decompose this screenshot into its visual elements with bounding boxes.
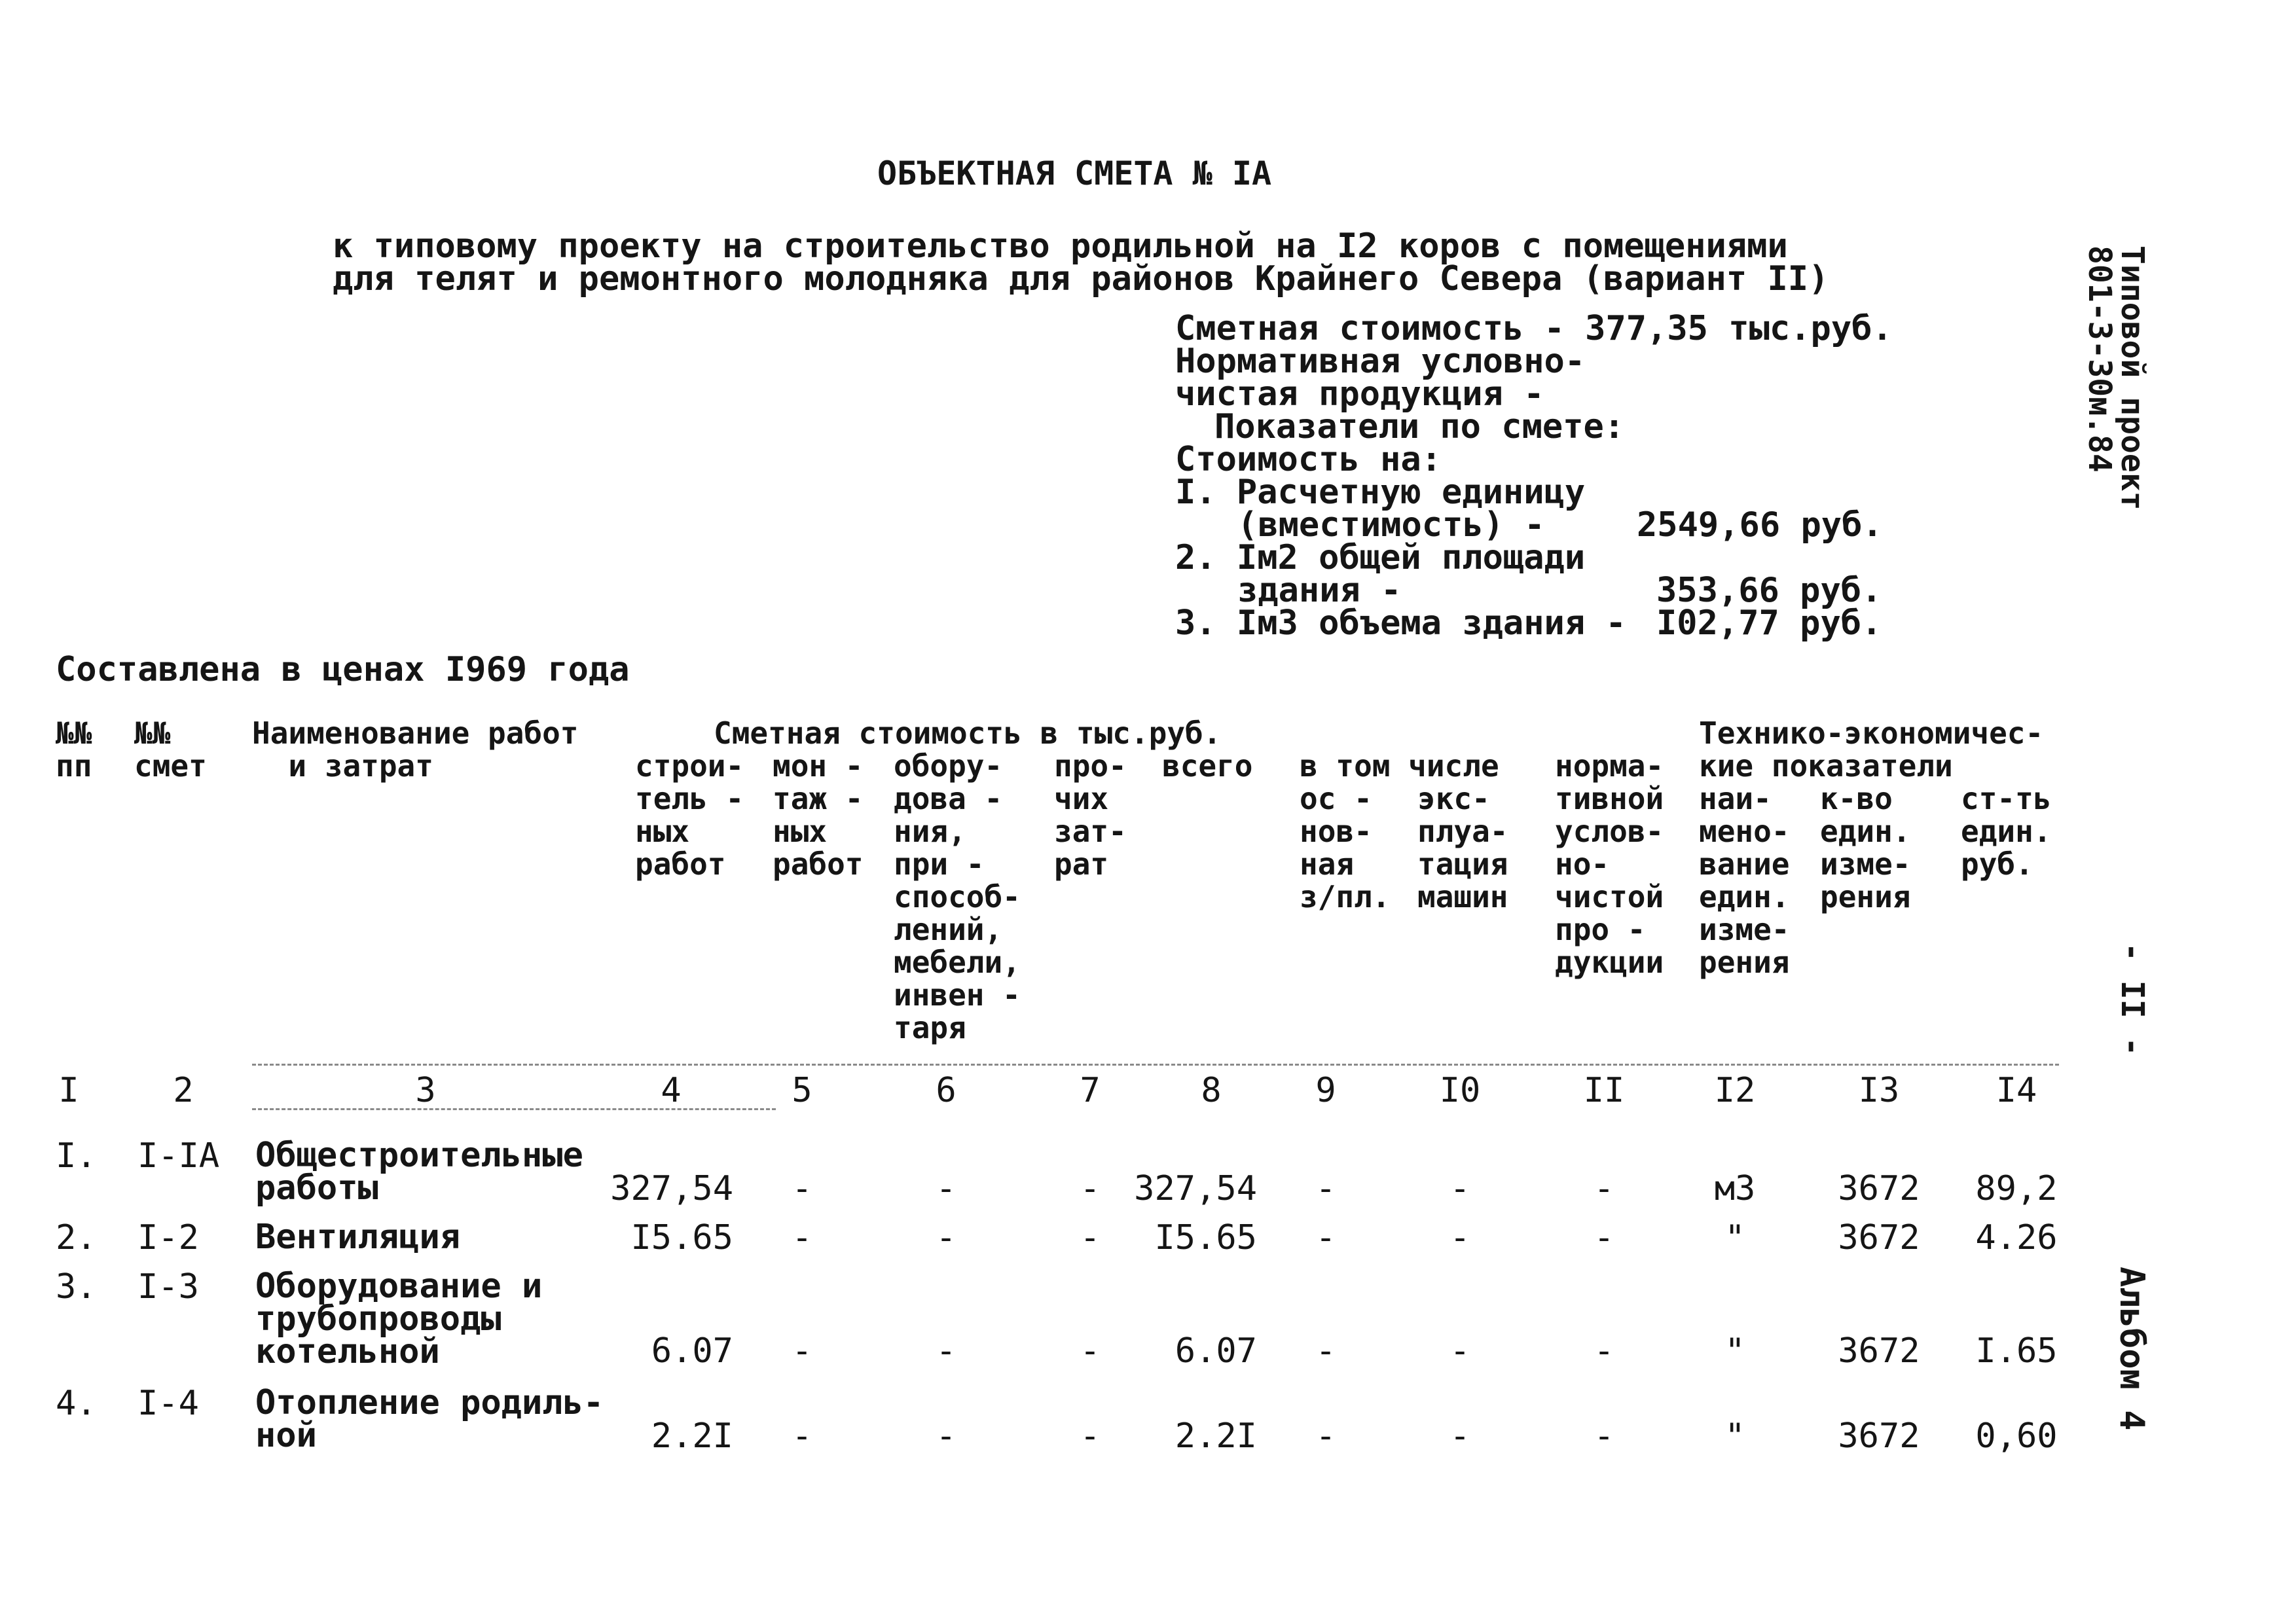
indicator-3-line: 3. Iм3 объема здания - <box>1175 604 1626 643</box>
row-3-number: 3. <box>56 1267 97 1307</box>
row-4-base-salary: - <box>1315 1416 1336 1456</box>
row-4-installation: - <box>792 1416 812 1456</box>
column-number: I4 <box>1995 1071 2037 1110</box>
indicator-1-line-1: I. Расчетную единицу <box>1175 473 1586 512</box>
indicator-2-value: 353,66 руб. <box>1656 571 1882 610</box>
subtitle-line-1: к типовому проекту на строительство родильной на I2 коров с помещениями <box>333 226 1788 266</box>
row-1-installation: - <box>792 1169 812 1208</box>
page-number-mark: - II - <box>2114 943 2151 1056</box>
row-3-unit-cost: I.65 <box>1975 1331 2058 1371</box>
row-1-unit-name: м3 <box>1714 1169 1756 1208</box>
indicators-heading: Показатели по смете: <box>1214 407 1625 446</box>
column-number: 9 <box>1315 1071 1336 1110</box>
column-number: 8 <box>1201 1071 1222 1110</box>
row-2-unit-cost: 4.26 <box>1975 1218 2058 1257</box>
row-1-number: I. <box>56 1136 97 1176</box>
row-3-equipment: - <box>936 1331 957 1371</box>
header-col-row-number: №№ пп <box>56 715 92 784</box>
header-col-normative-production: норма- тивной услов- но- чистой про - дукции <box>1555 748 1664 980</box>
row-2-base-salary: - <box>1315 1218 1336 1257</box>
row-3-installation: - <box>792 1331 812 1371</box>
row-1-unit-cost: 89,2 <box>1975 1169 2058 1208</box>
header-group-technical-indicators-2: кие показатели <box>1699 748 1953 784</box>
column-number: I3 <box>1858 1071 1900 1110</box>
row-1-estimate: I-IА <box>137 1136 220 1176</box>
column-number: I <box>58 1071 79 1110</box>
prices-note: Составлена в ценах I969 года <box>56 650 630 689</box>
header-group-including: в том числе <box>1300 748 1499 784</box>
row-1-base-salary: - <box>1315 1169 1336 1208</box>
header-col-unit-name: наи- мено- вание един. изме- рения <box>1699 781 1790 980</box>
row-2-installation: - <box>792 1218 812 1257</box>
column-numbers-top-rule <box>252 1064 2059 1066</box>
column-number: I2 <box>1714 1071 1756 1110</box>
row-1-other: - <box>1080 1169 1101 1208</box>
cost-for-label: Стоимость на: <box>1175 440 1442 479</box>
row-3-name: Оборудование и трубопроводы котельной <box>255 1267 543 1371</box>
row-4-name: Отопление родиль- ной <box>255 1383 604 1455</box>
indicator-2-line-2: здания - <box>1237 571 1402 610</box>
indicator-1-value: 2549,66 руб. <box>1637 505 1883 545</box>
row-2-total: I5.65 <box>1154 1218 1257 1257</box>
document-title: ОБЪЕКТНАЯ СМЕТА № IА <box>877 154 1272 192</box>
indicator-1-line-2: (вместимость) - <box>1237 505 1545 545</box>
column-numbers-bottom-rule <box>252 1108 776 1110</box>
header-col-construction: строи- тель - ных работ <box>635 748 744 882</box>
row-2-normative-production: - <box>1594 1218 1614 1257</box>
row-3-other: - <box>1080 1331 1101 1371</box>
estimated-cost-line: Сметная стоимость - 377,35 тыс.руб. <box>1175 309 1893 348</box>
row-2-construction: I5.65 <box>630 1218 733 1257</box>
row-2-estimate: I-2 <box>137 1218 199 1257</box>
column-number: 7 <box>1080 1071 1101 1110</box>
row-4-total: 2.2I <box>1175 1416 1257 1456</box>
row-1-normative-production: - <box>1594 1169 1614 1208</box>
row-2-number: 2. <box>56 1218 97 1257</box>
row-3-estimate: I-3 <box>137 1267 199 1307</box>
header-col-total: всего <box>1162 748 1253 784</box>
header-col-base-salary: ос - нов- ная з/пл. <box>1300 781 1391 914</box>
row-4-number: 4. <box>56 1384 97 1423</box>
row-2-name: Вентиляция <box>255 1218 461 1257</box>
row-3-machine-operation: - <box>1449 1331 1470 1371</box>
row-4-unit-cost: 0,60 <box>1975 1416 2058 1456</box>
header-col-installation: мон - таж - ных работ <box>773 748 864 882</box>
row-3-construction: 6.07 <box>651 1331 733 1371</box>
row-1-name: Общестроительные работы <box>255 1136 583 1208</box>
normative-line-1: Нормативная условно- <box>1175 342 1586 381</box>
column-number: I0 <box>1439 1071 1481 1110</box>
row-3-unit-quantity: 3672 <box>1838 1331 1920 1371</box>
header-col-unit-quantity: к-во един. изме- рения <box>1820 781 1911 914</box>
column-number: 3 <box>415 1071 436 1110</box>
row-4-unit-quantity: 3672 <box>1838 1416 1920 1456</box>
subtitle-line-2: для телят и ремонтного молодняка для районов Крайнего Севера (вариант II) <box>333 259 1829 298</box>
column-number: 2 <box>173 1071 194 1110</box>
row-4-other: - <box>1080 1416 1101 1456</box>
row-2-unit-quantity: 3672 <box>1838 1218 1920 1257</box>
row-1-machine-operation: - <box>1449 1169 1470 1208</box>
indicator-3-value: I02,77 руб. <box>1656 604 1882 643</box>
row-3-base-salary: - <box>1315 1331 1336 1371</box>
row-2-machine-operation: - <box>1449 1218 1470 1257</box>
row-2-other: - <box>1080 1218 1101 1257</box>
header-col-estimate-number: №№ смет <box>134 715 207 784</box>
header-group-technical-indicators-1: Технико-экономичес- <box>1699 715 2044 751</box>
row-1-equipment: - <box>936 1169 957 1208</box>
row-3-normative-production: - <box>1594 1331 1614 1371</box>
header-col-work-name: Наименование работ и затрат <box>252 715 579 784</box>
column-number: 5 <box>792 1071 812 1110</box>
row-3-unit-name: " <box>1724 1331 1745 1371</box>
row-4-equipment: - <box>936 1416 957 1456</box>
row-1-total: 327,54 <box>1134 1169 1257 1208</box>
column-number: 4 <box>661 1071 682 1110</box>
row-4-normative-production: - <box>1594 1416 1614 1456</box>
header-col-other-costs: про- чих зат- рат <box>1054 748 1127 882</box>
header-col-machine-operation: экс- плуа- тация машин <box>1417 781 1508 914</box>
header-col-unit-cost: ст-ть един. руб. <box>1961 781 2052 882</box>
side-label-album: Альбом 4 <box>2112 1267 2151 1431</box>
indicator-2-line-1: 2. Iм2 общей площади <box>1175 538 1586 577</box>
row-4-construction: 2.2I <box>651 1416 733 1456</box>
row-4-unit-name: " <box>1724 1416 1745 1456</box>
row-2-equipment: - <box>936 1218 957 1257</box>
header-group-estimated-cost: Сметная стоимость в тыс.руб. <box>714 715 1222 751</box>
row-1-unit-quantity: 3672 <box>1838 1169 1920 1208</box>
row-4-estimate: I-4 <box>137 1384 199 1423</box>
side-label-typical-project: Типовой проект 801-3-30м.84 <box>2081 245 2151 511</box>
row-4-machine-operation: - <box>1449 1416 1470 1456</box>
header-col-equipment: обору- дова - ния, при - способ- лений, мебели, инвен - таря <box>894 748 1021 1045</box>
row-3-total: 6.07 <box>1175 1331 1257 1371</box>
normative-line-2: чистая продукция - <box>1175 374 1544 414</box>
row-1-construction: 327,54 <box>610 1169 733 1208</box>
column-number: 6 <box>936 1071 957 1110</box>
row-2-unit-name: " <box>1724 1218 1745 1257</box>
column-number: II <box>1583 1071 1625 1110</box>
